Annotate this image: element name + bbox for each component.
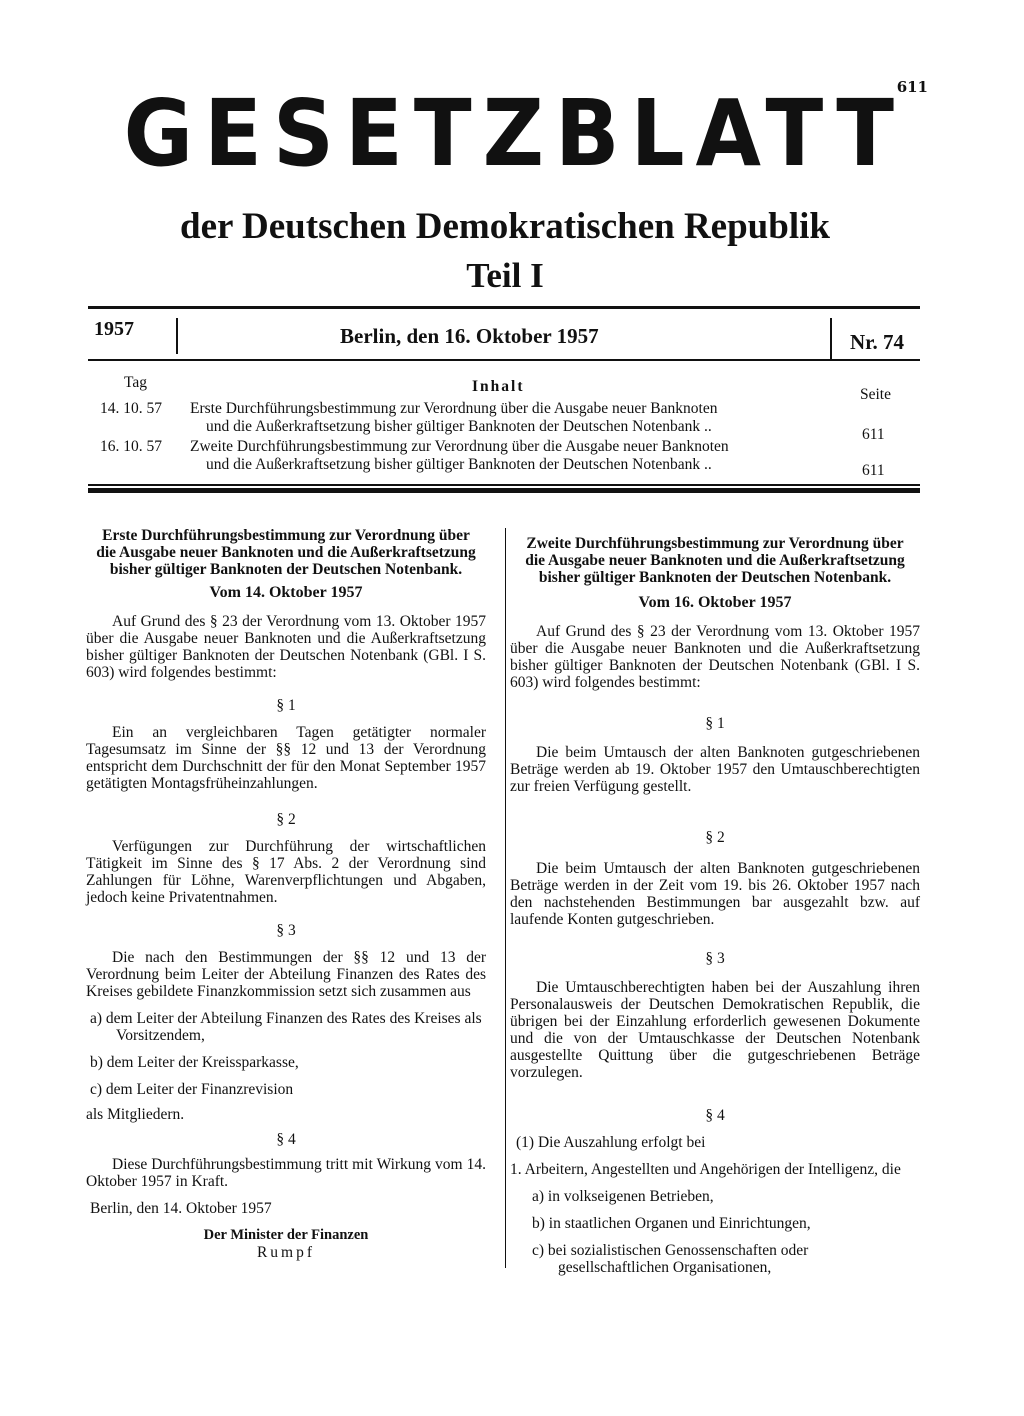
left-place-date: Berlin, den 14. Oktober 1957 — [90, 1200, 272, 1217]
right-section-3-text: Die Umtauschberechtigten haben bei der Auszahlung ihren Personalausweis der Deutschen Demokratischen Republik, die übrigen bei der Einzahlung erforderlich gewesenen Dokumente und die von der Umtauschkasse der Deutschen Notenbank ausgestellte Quittung über die gutgeschriebenen Beträge vorzulegen. — [510, 979, 920, 1081]
toc-col-page: Seite — [860, 386, 891, 403]
header-top-rule — [88, 306, 920, 309]
left-section-4-heading: § 4 — [276, 1131, 296, 1148]
left-section-1-text: Ein an vergleichbaren Tagen getätigter normaler Tagesumsatz im Sinne der §§ 12 und 13 der Verordnung entspricht dem Durchschnitt der für den Monat September 1957 getätigten Montagsfrüheinzahlungen. — [86, 724, 486, 792]
toc-entry-title-line: Erste Durchführungsbestimmung zur Verordnung über die Ausgabe neuer Banknoten — [190, 400, 718, 417]
toc-entry-date: 16. 10. 57 — [100, 438, 162, 455]
left-section-2-heading: § 2 — [276, 811, 296, 828]
left-section-2-text: Verfügungen zur Durchführung der wirtschaftlichen Tätigkeit im Sinne des § 17 Abs. 2 der Verordnung sind Zahlungen für Löhne, Warenverpflichtungen und Abgaben, jedoch keine Privatentnahmen. — [86, 838, 486, 906]
dateline: Berlin, den 16. Oktober 1957 — [340, 324, 599, 348]
right-section-4-item-1c: c) bei sozialistischen Genossenschaften oder gesellschaftlichen Organisationen, — [532, 1242, 809, 1276]
right-section-4-intro: (1) Die Auszahlung erfolgt bei — [516, 1134, 706, 1151]
left-decree-date: Vom 14. Oktober 1957 — [209, 584, 363, 601]
page-number: 611 — [896, 78, 928, 96]
left-section-3-text: Die nach den Bestimmungen der §§ 12 und 13 der Verordnung beim Leiter der Abteilung Finanzen des Rates des Kreises gebildete Finanzkommission setzt sich zusammen aus — [86, 949, 486, 1000]
toc-entry-page: 611 — [862, 462, 885, 479]
toc-entry-title-line: Zweite Durchführungsbestimmung zur Verordnung über die Ausgabe neuer Banknoten — [190, 438, 729, 455]
left-section-1-heading: § 1 — [276, 697, 296, 714]
right-section-2-heading: § 2 — [705, 829, 725, 846]
right-section-4-item-1: 1. Arbeitern, Angestellten und Angehörigen der Intelligenz, die — [510, 1161, 901, 1178]
masthead-subtitle: der Deutschen Demokratischen Republik — [180, 206, 830, 247]
toc-entry-title — [190, 438, 826, 474]
right-section-4-item-1b: b) in staatlichen Organen und Einrichtungen, — [532, 1215, 811, 1232]
right-section-1-heading: § 1 — [705, 715, 725, 732]
year-label: 1957 — [94, 318, 134, 340]
left-section-3-item-a: a) dem Leiter der Abteilung Finanzen des Rates des Kreises als Vorsitzendem, — [90, 1010, 482, 1044]
left-decree-title: Erste Durchführungsbestimmung zur Verordnung über die Ausgabe neuer Banknoten und die Außerkraftsetzung bisher gültiger Banknoten der Deutschen Notenbank. — [96, 527, 476, 578]
left-section-4-text: Diese Durchführungsbestimmung tritt mit Wirkung vom 14. Oktober 1957 in Kraft. — [86, 1156, 486, 1190]
toc-bottom-rule — [88, 484, 920, 494]
left-section-3-heading: § 3 — [276, 922, 296, 939]
right-section-4-heading: § 4 — [705, 1107, 725, 1124]
right-section-2-text: Die beim Umtausch der alten Banknoten gutgeschriebenen Beträge werden in der Zeit vom 19. bis 26. Oktober 1957 nach den nachstehenden Bestimmungen bar ausgezahlt bzw. auf laufende Konten gutgeschrieben. — [510, 860, 920, 928]
issue-number: Nr. 74 — [850, 330, 905, 354]
part-label: Teil I — [466, 256, 544, 295]
header-divider-right — [830, 318, 832, 360]
left-section-3-item-c: c) dem Leiter der Finanzrevision — [90, 1081, 294, 1098]
toc-entry-title — [190, 400, 826, 436]
toc-entry-title-line: und die Außerkraftsetzung bisher gültiger Banknoten der Deutschen Notenbank .. — [206, 418, 712, 435]
toc-col-date: Tag — [124, 374, 148, 391]
left-signer-name: Rumpf — [256, 1244, 316, 1261]
right-section-4-item-1a: a) in volkseigenen Betrieben, — [532, 1188, 714, 1205]
toc-entry — [0, 438, 1024, 478]
right-column — [510, 535, 920, 1276]
masthead-title: GESETZBLATT — [123, 80, 906, 187]
right-preamble: Auf Grund des § 23 der Verordnung vom 13. Oktober 1957 über die Ausgabe neuer Banknoten und die Außerkraftsetzung bisher gültiger Banknoten der Deutschen Notenbank (GBl. I S. 603) wird folgendes bestimmt: — [510, 623, 920, 691]
right-decree-date: Vom 16. Oktober 1957 — [638, 594, 792, 611]
right-section-1-text: Die beim Umtausch der alten Banknoten gutgeschriebenen Beträge werden ab 19. Oktober 1957 den Umtauschberechtigten zur freien Verfügung gestellt. — [510, 744, 920, 795]
left-column — [86, 527, 486, 1261]
right-section-3-heading: § 3 — [705, 950, 725, 967]
toc-entry-title-line: und die Außerkraftsetzung bisher gültiger Banknoten der Deutschen Notenbank .. — [206, 456, 712, 473]
left-preamble: Auf Grund des § 23 der Verordnung vom 13. Oktober 1957 über die Ausgabe neuer Banknoten und die Außerkraftsetzung bisher gültiger Banknoten der Deutschen Notenbank (GBl. I S. 603) wird folgendes bestimmt: — [86, 613, 486, 681]
column-divider — [505, 528, 506, 1268]
left-section-3-closing: als Mitgliedern. — [86, 1106, 185, 1123]
header-divider-left — [176, 318, 178, 354]
toc-heading: Inhalt — [472, 378, 525, 395]
toc-entry — [0, 400, 1024, 443]
toc-entry-page: 611 — [862, 426, 885, 443]
right-decree-title: Zweite Durchführungsbestimmung zur Verordnung über die Ausgabe neuer Banknoten und die Außerkraftsetzung bisher gültiger Banknoten der Deutschen Notenbank. — [525, 535, 905, 586]
left-section-3-item-b: b) dem Leiter der Kreissparkasse, — [90, 1054, 299, 1071]
left-signer-title: Der Minister der Finanzen — [203, 1227, 369, 1243]
toc-entry-date: 14. 10. 57 — [100, 400, 162, 417]
